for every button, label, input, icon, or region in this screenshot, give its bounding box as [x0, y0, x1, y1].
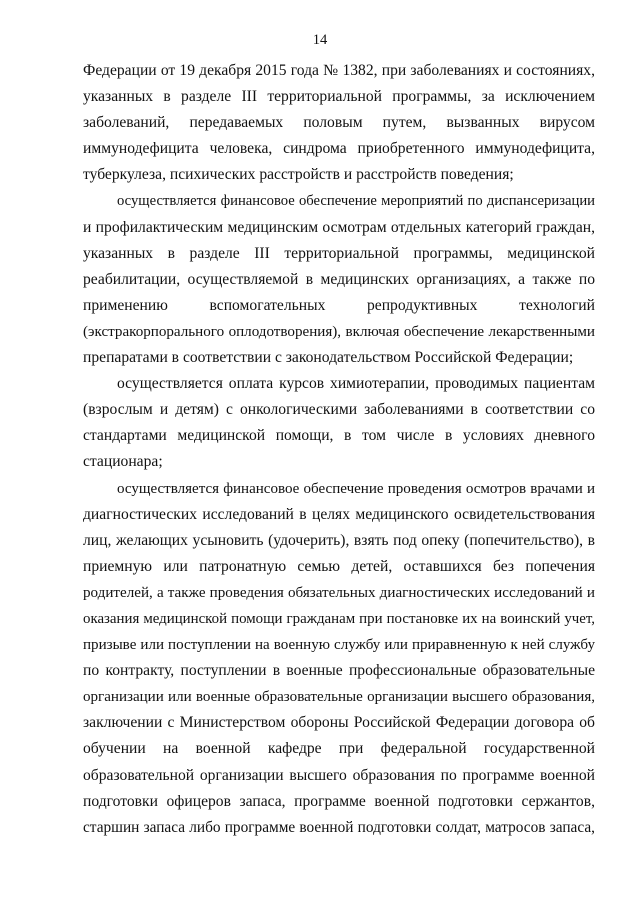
- text-line: стационара;: [83, 453, 163, 471]
- text-line: родителей, а также проведения обязательных диагностических исследований и: [83, 584, 595, 601]
- text-line: Федерации от 19 декабря 2015 года № 1382, при заболеваниях и состояниях,: [83, 62, 595, 79]
- text-line: лиц, желающих усыновить (удочерить), взять под опеку (попечительство), в: [83, 531, 595, 549]
- page-number: 14: [312, 32, 328, 48]
- text-line: обучении на военной кафедре при федеральной государственной: [83, 740, 595, 758]
- text-line: указанных в разделе III территориальной программы, медицинской: [83, 244, 595, 262]
- text-line: образовательной организации высшего образования по программе военной: [83, 766, 595, 784]
- text-line: (экстракорпорального оплодотворения), включая обеспечение лекарственными: [83, 323, 595, 340]
- text-line: приемную или патронатную семью детей, оставшихся без попечения: [83, 557, 595, 575]
- text-line: применению вспомогательных репродуктивных технологий: [83, 296, 595, 314]
- text-line: оказания медицинской помощи гражданам при постановке их на воинский учет,: [83, 610, 595, 627]
- paragraph-first-line: осуществляется оплата курсов химиотерапии, проводимых пациентам: [117, 375, 595, 393]
- text-line: и профилактическим медицинским осмотрам отдельных категорий граждан,: [83, 218, 595, 236]
- body-text: [83, 58, 595, 841]
- text-line: по контракту, поступлении в военные профессиональные образовательные: [83, 662, 595, 680]
- text-line: указанных в разделе III территориальной программы, за исключением: [83, 88, 595, 106]
- paragraph-first-line: осуществляется финансовое обеспечение проведения осмотров врачами и: [117, 480, 595, 497]
- text-line: препаратами в соответствии с законодательством Российской Федерации;: [83, 349, 574, 367]
- text-line: заключении с Министерством обороны Российской Федерации договора об: [83, 714, 595, 732]
- text-line: подготовки офицеров запаса, программе военной подготовки сержантов,: [83, 792, 595, 810]
- text-line: реабилитации, осуществляемой в медицинских организациях, а также по: [83, 270, 595, 288]
- text-line: организации или военные образовательные организации высшего образования,: [83, 689, 595, 706]
- text-line: старшин запаса либо программе военной подготовки солдат, матросов запаса,: [83, 818, 595, 836]
- text-line: иммунодефицита человека, синдрома приобретенного иммунодефицита,: [83, 140, 595, 158]
- text-line: заболеваний, передаваемых половым путем, вызванных вирусом: [83, 114, 595, 132]
- text-line: туберкулеза, психических расстройств и расстройств поведения;: [83, 166, 514, 184]
- text-line: призыве или поступлении на военную службу или приравненную к ней службу: [83, 637, 595, 654]
- text-line: диагностических исследований в целях медицинского освидетельствования: [83, 505, 595, 523]
- text-line: стандартами медицинской помощи, в том числе в условиях дневного: [83, 427, 595, 445]
- text-line: (взрослым и детям) с онкологическими заболеваниями в соответствии со: [83, 401, 595, 419]
- paragraph-first-line: осуществляется финансовое обеспечение мероприятий по диспансеризации: [117, 193, 595, 210]
